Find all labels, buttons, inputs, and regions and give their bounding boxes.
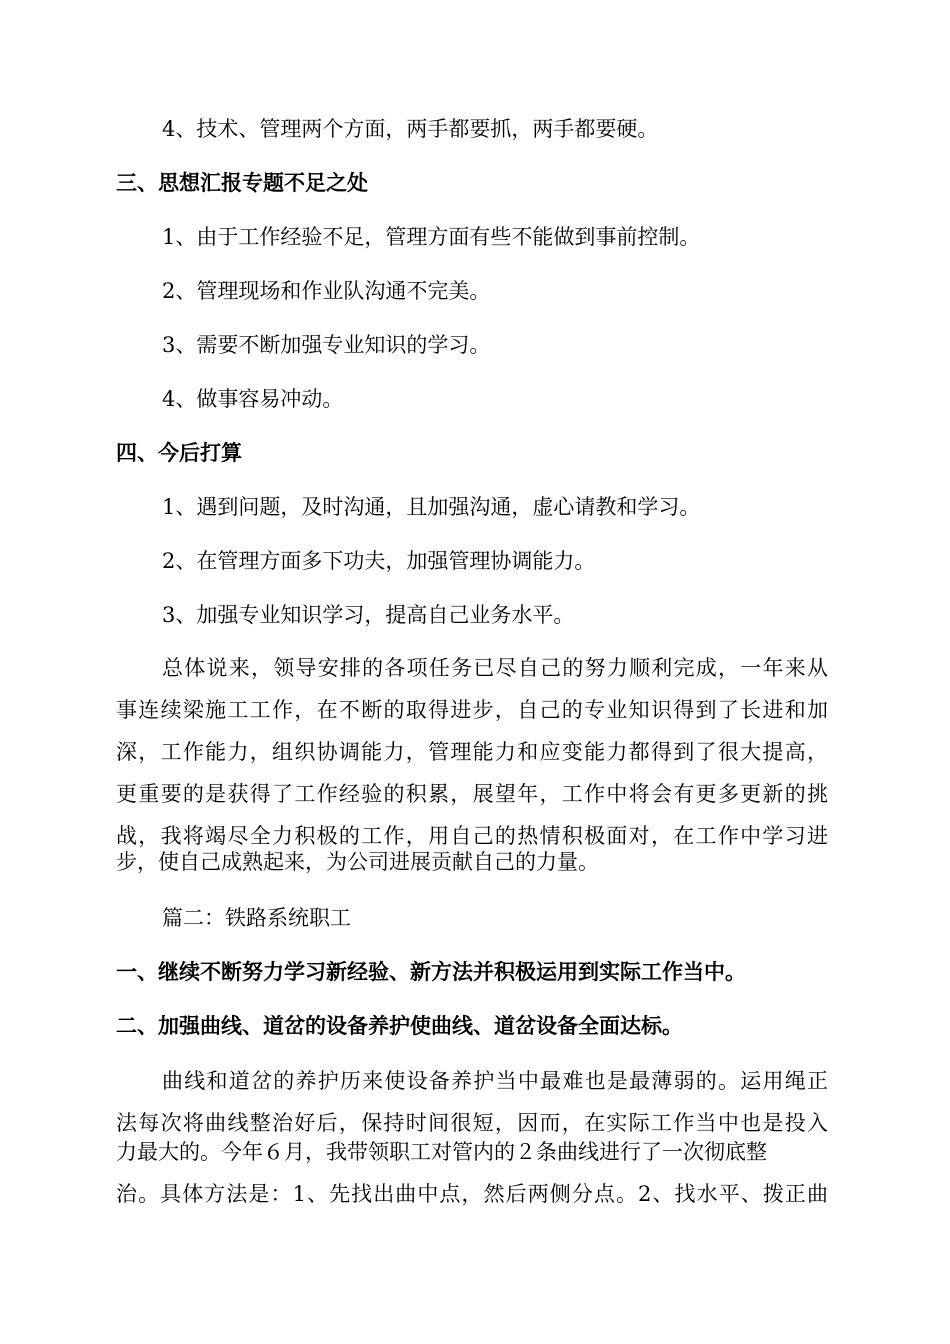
shortfall-item-1: 1、由于工作经验不足，管理方面有些不能做到事前控制。 [162, 225, 701, 249]
plan-item-2: 2、在管理方面多下功夫，加强管理协调能力。 [162, 549, 596, 573]
curve-line-1: 曲线和道岔的养护历来使设备养护当中最难也是最薄弱的。运用绳正 [162, 1069, 828, 1093]
summary-line-3: 深，工作能力，组织协调能力，管理能力和应变能力都得到了很大提高， [116, 740, 828, 764]
shortfall-item-3: 3、需要不断加强专业知识的学习。 [162, 333, 491, 357]
curve-line-4: 治。具体方法是：1、先找出曲中点，然后两侧分点。2、找水平、拨正曲 [116, 1182, 828, 1206]
part-2-heading-1: 一、继续不断努力学习新经验、新方法并积极运用到实际工作当中。 [116, 960, 746, 984]
plan-item-3: 3、加强专业知识学习，提高自己业务水平。 [162, 603, 575, 627]
summary-line-5: 战，我将竭尽全力积极的工作，用自己的热情积极面对，在工作中学习进 [116, 824, 828, 848]
section-heading-4: 四、今后打算 [116, 441, 242, 465]
curve-line-3: 力最大的。今年６月，我带领职工对管内的２条曲线进行了一次彻底整 [116, 1140, 767, 1164]
part-2-title: 篇二：铁路系统职工 [162, 906, 351, 930]
plan-item-1: 1、遇到问题，及时沟通，且加强沟通，虚心请教和学习。 [162, 495, 701, 519]
summary-line-4: 更重要的是获得了工作经验的积累，展望年，工作中将会有更多更新的挑 [116, 782, 828, 806]
section-heading-3: 三、思想汇报专题不足之处 [116, 171, 368, 195]
part-2-heading-2: 二、加强曲线、道岔的设备养护使曲线、道岔设备全面达标。 [116, 1014, 683, 1038]
item-4-text: 4、技术、管理两个方面，两手都要抓，两手都要硬。 [162, 117, 659, 141]
summary-line-1: 总体说来，领导安排的各项任务已尽自己的努力顺利完成，一年来从 [162, 656, 828, 680]
shortfall-item-4: 4、做事容易冲动。 [162, 387, 344, 411]
summary-line-6: 步，使自己成熟起来，为公司进展贡献自己的力量。 [116, 850, 599, 874]
shortfall-item-2: 2、管理现场和作业队沟通不完美。 [162, 279, 491, 303]
summary-line-2: 事连续梁施工工作，在不断的取得进步，自己的专业知识得到了长进和加 [116, 698, 828, 722]
curve-line-2: 法每次将曲线整治好后，保持时间很短，因而，在实际工作当中也是投入 [116, 1111, 828, 1135]
